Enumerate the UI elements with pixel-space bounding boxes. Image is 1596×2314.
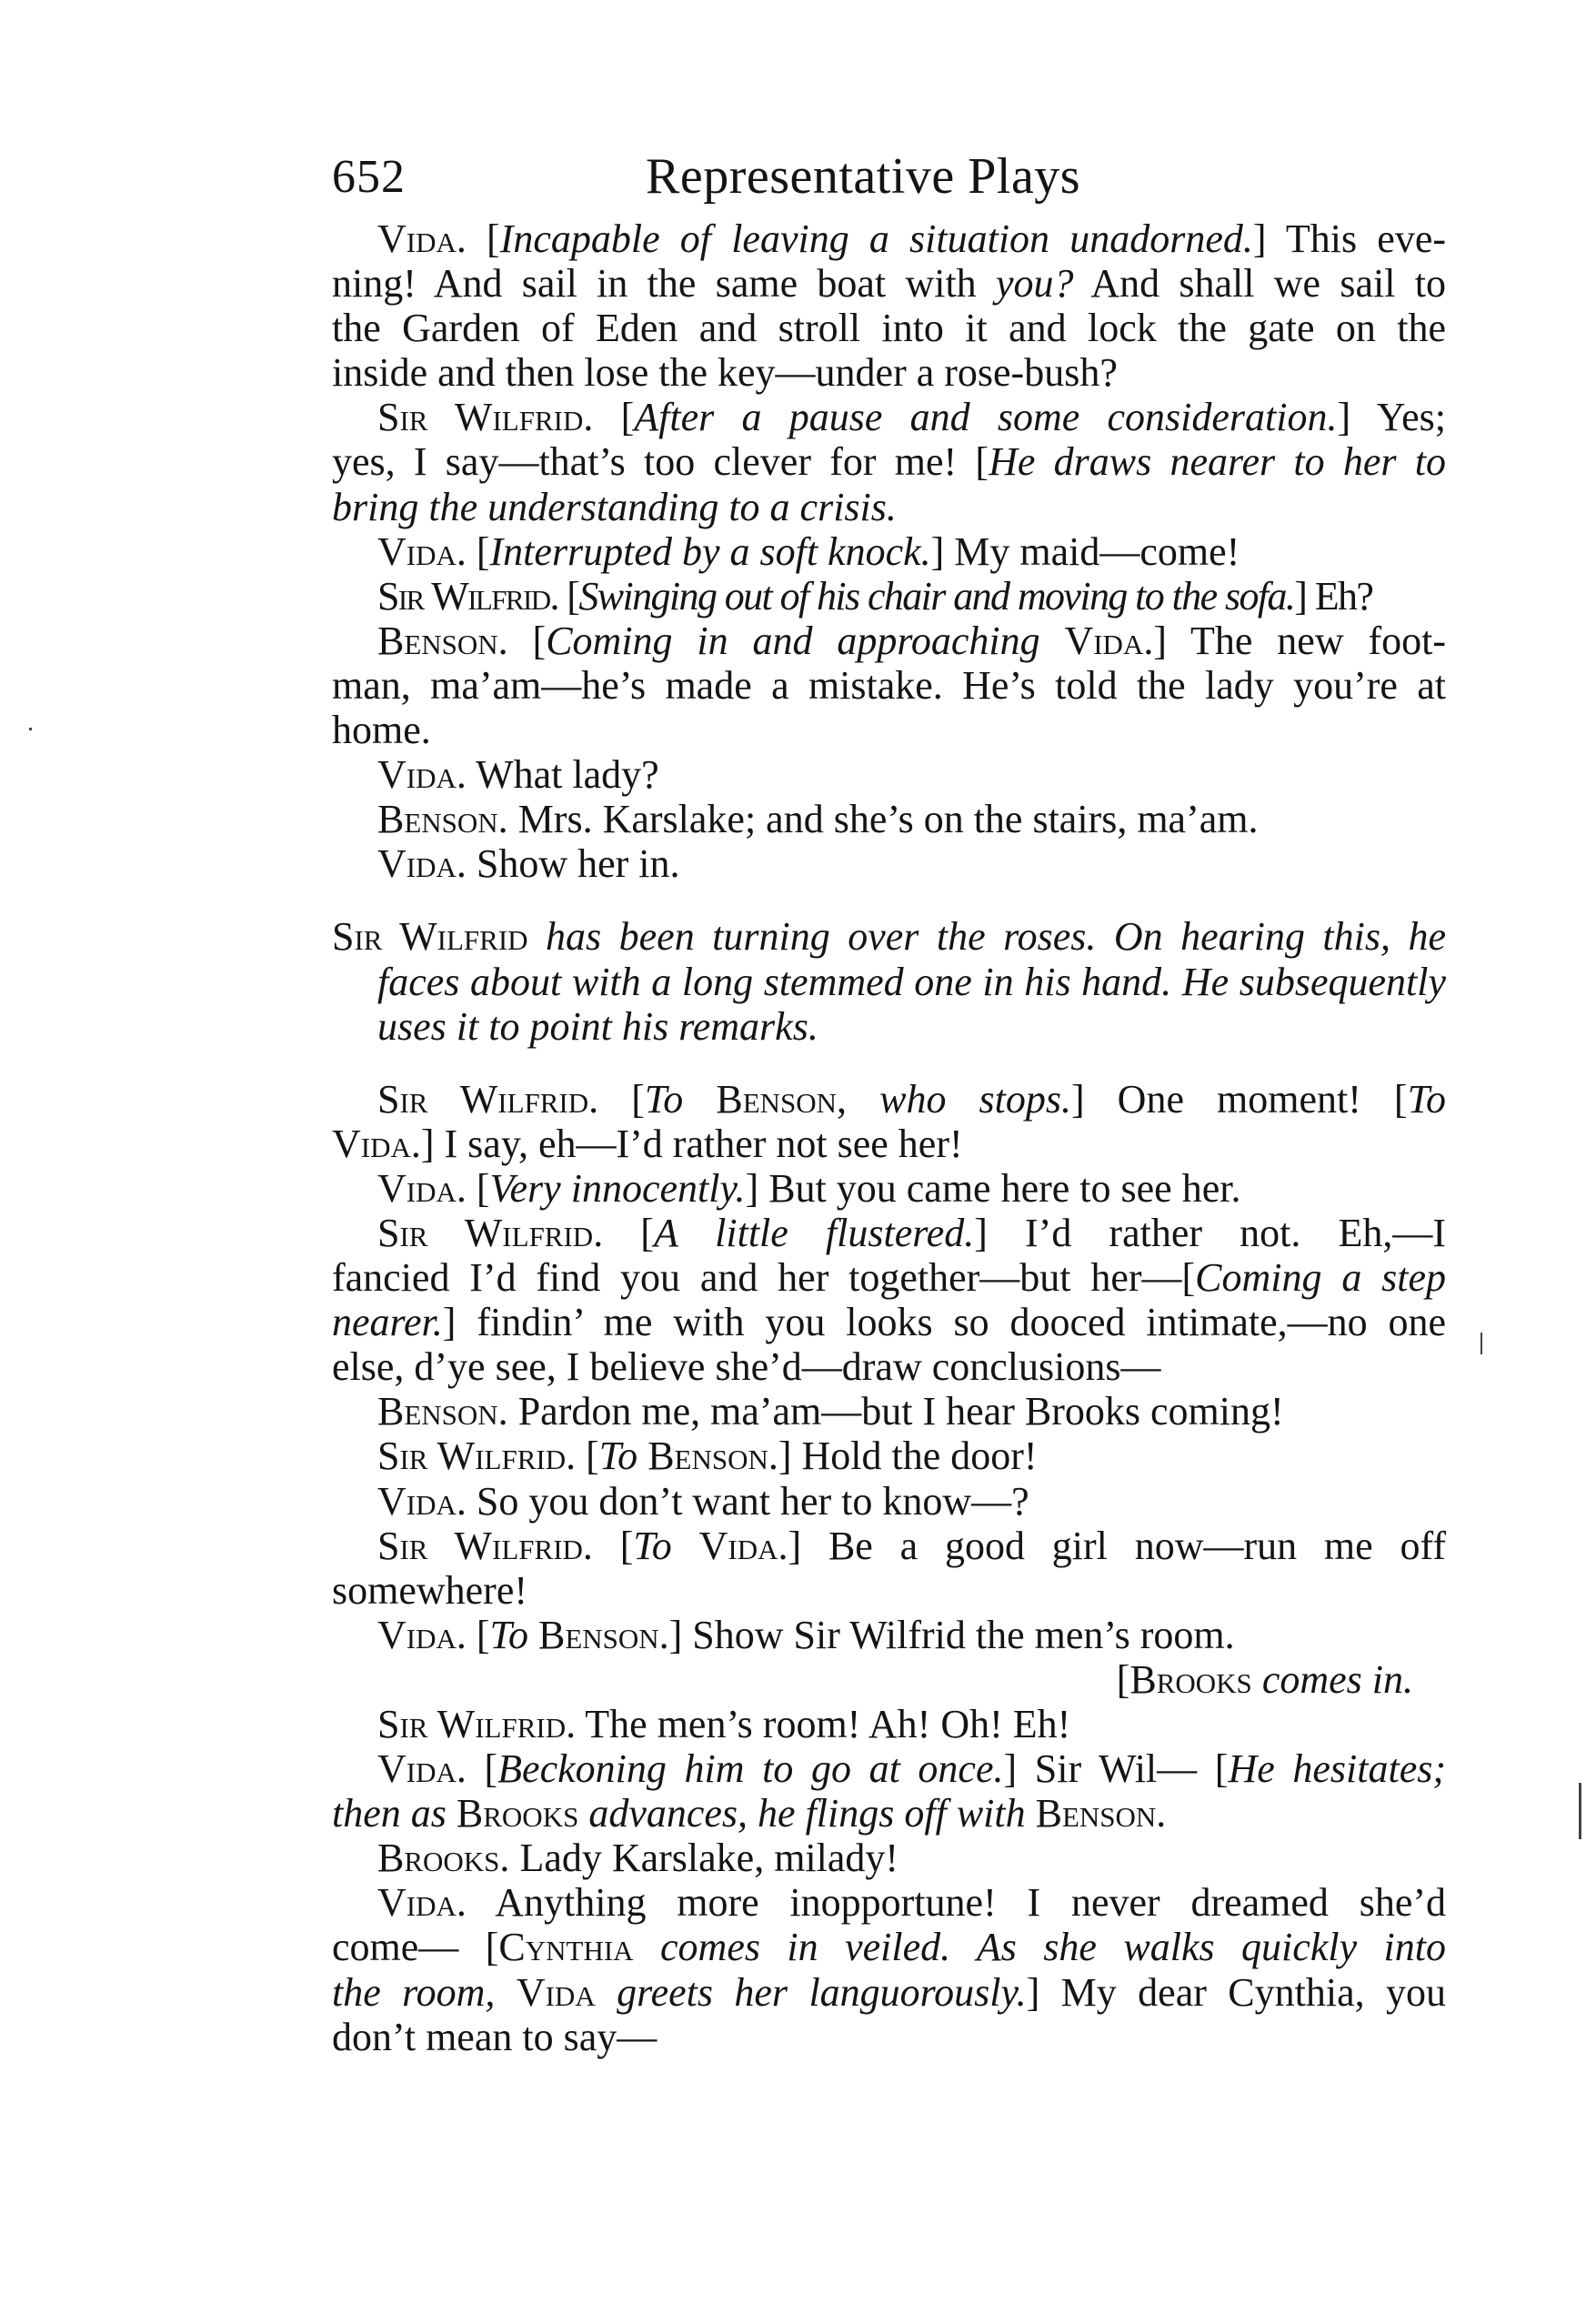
text: ] I’d rather not. Eh,—I (974, 1210, 1446, 1255)
speaker: Sir Wilfrid. (377, 1702, 577, 1746)
text: [ (592, 1523, 634, 1568)
stage-direction: who stops. (847, 1076, 1071, 1122)
text-line (332, 1524, 1446, 1568)
text-line (332, 1479, 1446, 1524)
text-line (332, 216, 1446, 261)
speaker: Sir Wilfrid. (377, 1210, 604, 1255)
stage-direction: Coming in and approaching (546, 618, 1040, 663)
text: Anything more inopportune! I never dreamed she’d (466, 1880, 1446, 1926)
text: [ (507, 618, 547, 663)
text: Lady Karslake, milady! (509, 1836, 899, 1881)
text-line (332, 1077, 1446, 1122)
text-line: somewhere! (332, 1567, 528, 1613)
text-line (332, 1255, 1446, 1300)
text: ] But you came here to see her. (745, 1165, 1241, 1211)
text-line (332, 1791, 1446, 1836)
speaker: Brooks (1129, 1656, 1252, 1702)
text: [ (576, 1434, 599, 1479)
text: ] One moment! [ (1070, 1076, 1408, 1122)
speaker: Benson. (377, 618, 508, 663)
stage-direction: Incapable of leaving a situation unadorned. (499, 216, 1253, 261)
emphasis: you? (995, 261, 1074, 307)
text: The men’s room! Ah! Oh! Eh! (576, 1702, 1071, 1746)
speaker: Vida. (377, 1165, 467, 1211)
speaker: Sir Wilfrid. (377, 1076, 599, 1122)
stage-direction: After a pause and some consideration. (634, 395, 1338, 440)
text-line (332, 529, 1446, 574)
text (447, 1791, 457, 1836)
text-line: don’t mean to say— (332, 2014, 657, 2059)
text-line (332, 1702, 1446, 1746)
spacer (332, 886, 1446, 914)
stage-direction: greets her languorously. (595, 1969, 1027, 2015)
text: ] findin’ me with you looks so dooced intimate,—no one (442, 1300, 1446, 1345)
text-line (332, 797, 1446, 841)
speaker: Vida. (332, 1121, 421, 1166)
text: [ (598, 1076, 645, 1122)
text-line (332, 1746, 1446, 1791)
stage-direction: Swinging out of his chair and moving to the sofa. (578, 573, 1295, 619)
text-line (332, 1166, 1446, 1211)
text-line (332, 1300, 1446, 1344)
stage-direction: comes in. (1251, 1656, 1413, 1702)
text: ] Show Sir Wilfrid the men’s room. (668, 1612, 1235, 1657)
text-line: else, d’ye see, I believe she’d—draw conclusions— (332, 1344, 1161, 1390)
speaker: Benson. (537, 1612, 669, 1657)
speaker: Sir Wilfrid. (377, 395, 594, 440)
text-line: bring the understanding to a crisis. (332, 484, 897, 529)
text: ] Be a good girl now—run me off (788, 1523, 1447, 1568)
speaker: Benson. (377, 1389, 508, 1434)
speaker: Benson, (716, 1076, 848, 1122)
text: ] Eh? (1294, 573, 1373, 619)
text-line (332, 752, 1446, 797)
text-line (332, 1657, 1446, 1702)
speaker: Benson. (647, 1434, 778, 1479)
text: [ (557, 573, 579, 619)
text: Mrs. Karslake; and she’s on the stairs, ma’am. (507, 797, 1259, 842)
speaker: Vida (516, 1969, 596, 2015)
text-line (332, 1211, 1446, 1255)
speaker: Vida. (377, 528, 467, 574)
stage-direction: advances, he flings off with (578, 1791, 1026, 1836)
speaker: Vida. (377, 1880, 467, 1926)
text-line (332, 1970, 1446, 2015)
speaker: Brooks. (377, 1836, 510, 1881)
stage-direction: Interrupted by a soft knock. (489, 528, 931, 574)
stage-direction: Very innocently. (489, 1165, 746, 1211)
text-line (332, 619, 1446, 663)
text: ] Yes; (1337, 395, 1447, 440)
stage-direction: To (598, 1434, 638, 1479)
text (528, 1613, 538, 1657)
text: What lady? (466, 752, 659, 798)
text: Pardon me, ma’am—but I hear Brooks coming! (507, 1389, 1284, 1434)
speaker: Vida. (377, 752, 467, 798)
stage-direction: Coming a step (1195, 1255, 1446, 1301)
text: Show her in. (466, 841, 680, 887)
text: come— [ (332, 1925, 499, 1970)
stage-direction: To (633, 1523, 672, 1568)
scan-mark (29, 728, 32, 730)
text: [ (466, 1612, 490, 1657)
speaker: Benson. (377, 797, 508, 842)
stage-direction: A little flustered. (653, 1210, 975, 1255)
text: ] Hold the door! (778, 1434, 1038, 1479)
text-line: home. (332, 708, 431, 753)
speaker: Vida. (377, 1478, 467, 1524)
text: And shall we sail to (1073, 261, 1446, 307)
text: [ (593, 395, 635, 440)
text: ] My maid—come! (930, 528, 1240, 574)
text: [ (466, 216, 500, 261)
text-line (332, 1613, 1446, 1657)
speaker: Sir Wilfrid. (377, 1434, 577, 1479)
stage-direction: Beckoning him to go at once. (497, 1746, 1004, 1792)
stage-direction: To (644, 1076, 684, 1122)
text: [ (466, 1746, 498, 1792)
text: ] This eve- (1252, 216, 1446, 261)
stage-direction: To (489, 1612, 528, 1657)
speaker: Sir Wilfrid. (377, 1523, 593, 1568)
text (683, 1077, 716, 1122)
stage-direction: then as (332, 1791, 447, 1836)
text: [ (466, 1165, 490, 1211)
text: yes, I say—that’s too clever for me! [ (332, 439, 989, 485)
speaker: Vida. (377, 1612, 467, 1657)
text-line (332, 841, 1446, 886)
spacer (332, 1049, 1446, 1077)
text (495, 1970, 516, 2015)
text-line: inside and then lose the key—under a rose-bush? (332, 350, 1118, 396)
text (637, 1434, 647, 1478)
text (672, 1524, 699, 1568)
stage-direction: To (1407, 1076, 1447, 1122)
stage-direction: comes in veiled. As she walks quickly into (633, 1925, 1447, 1970)
text: ] Sir Wil— [ (1003, 1746, 1229, 1792)
stage-direction: He draws nearer to her to (989, 439, 1446, 485)
scan-mark (1481, 1333, 1482, 1354)
speaker: Benson. (1035, 1791, 1167, 1836)
book-page (332, 136, 1446, 2059)
text-line (332, 395, 1446, 439)
stage-direction: nearer. (332, 1300, 443, 1345)
text-line (332, 574, 1446, 619)
scan-mark (1579, 1783, 1581, 1839)
speaker: Vida. (377, 216, 467, 261)
text: So you don’t want her to know—? (466, 1478, 1029, 1524)
speaker: Sir Wilfrid (332, 914, 528, 960)
text: [ (1116, 1656, 1130, 1702)
stage-direction-line: faces about with a long stemmed one in his hand. He subsequently (377, 959, 1446, 1004)
text: [ (466, 528, 490, 574)
text: ] My dear Cynthia, you (1026, 1969, 1447, 2015)
speaker: Vida. (698, 1523, 788, 1568)
speaker: Sir Wilfrid. (377, 573, 558, 619)
page-header (332, 136, 1446, 209)
text-line (332, 261, 1446, 306)
speaker: Vida. (377, 841, 467, 887)
text: ] I say, eh—I’d rather not see her! (420, 1121, 963, 1166)
text-line (332, 1925, 1446, 1969)
stage-direction-line (332, 914, 1446, 959)
text-line: the Garden of Eden and stroll into it and lock the gate on the (332, 306, 1446, 351)
text (1026, 1791, 1036, 1836)
text-line (332, 1880, 1446, 1925)
text: fancied I’d find you and her together—but her—[ (332, 1255, 1196, 1301)
text-line (332, 1389, 1446, 1434)
text: [ (603, 1210, 654, 1255)
speaker: Cynthia (498, 1925, 634, 1970)
text-line (332, 1836, 1446, 1880)
text (1040, 619, 1065, 663)
text-line (332, 1434, 1446, 1478)
stage-direction: the room, (332, 1969, 496, 2015)
text: ] The new foot- (1153, 618, 1446, 663)
speaker: Brooks (456, 1791, 579, 1836)
speaker: Vida. (377, 1746, 467, 1792)
running-title: Representative Plays (646, 148, 1081, 205)
text-line (332, 439, 1446, 484)
text: ning! And sail in the same boat with (332, 261, 996, 307)
text-line: man, ma’am—he’s made a mistake. He’s told the lady you’re at (332, 662, 1446, 708)
page-number: 652 (332, 151, 406, 203)
stage-direction: has been turning over the roses. On hearing this, he (527, 914, 1447, 960)
stage-direction: He hesitates; (1228, 1746, 1446, 1792)
speaker: Vida. (1064, 618, 1154, 663)
stage-direction-line: uses it to point his remarks. (377, 1003, 818, 1049)
text-line (332, 1122, 1446, 1166)
